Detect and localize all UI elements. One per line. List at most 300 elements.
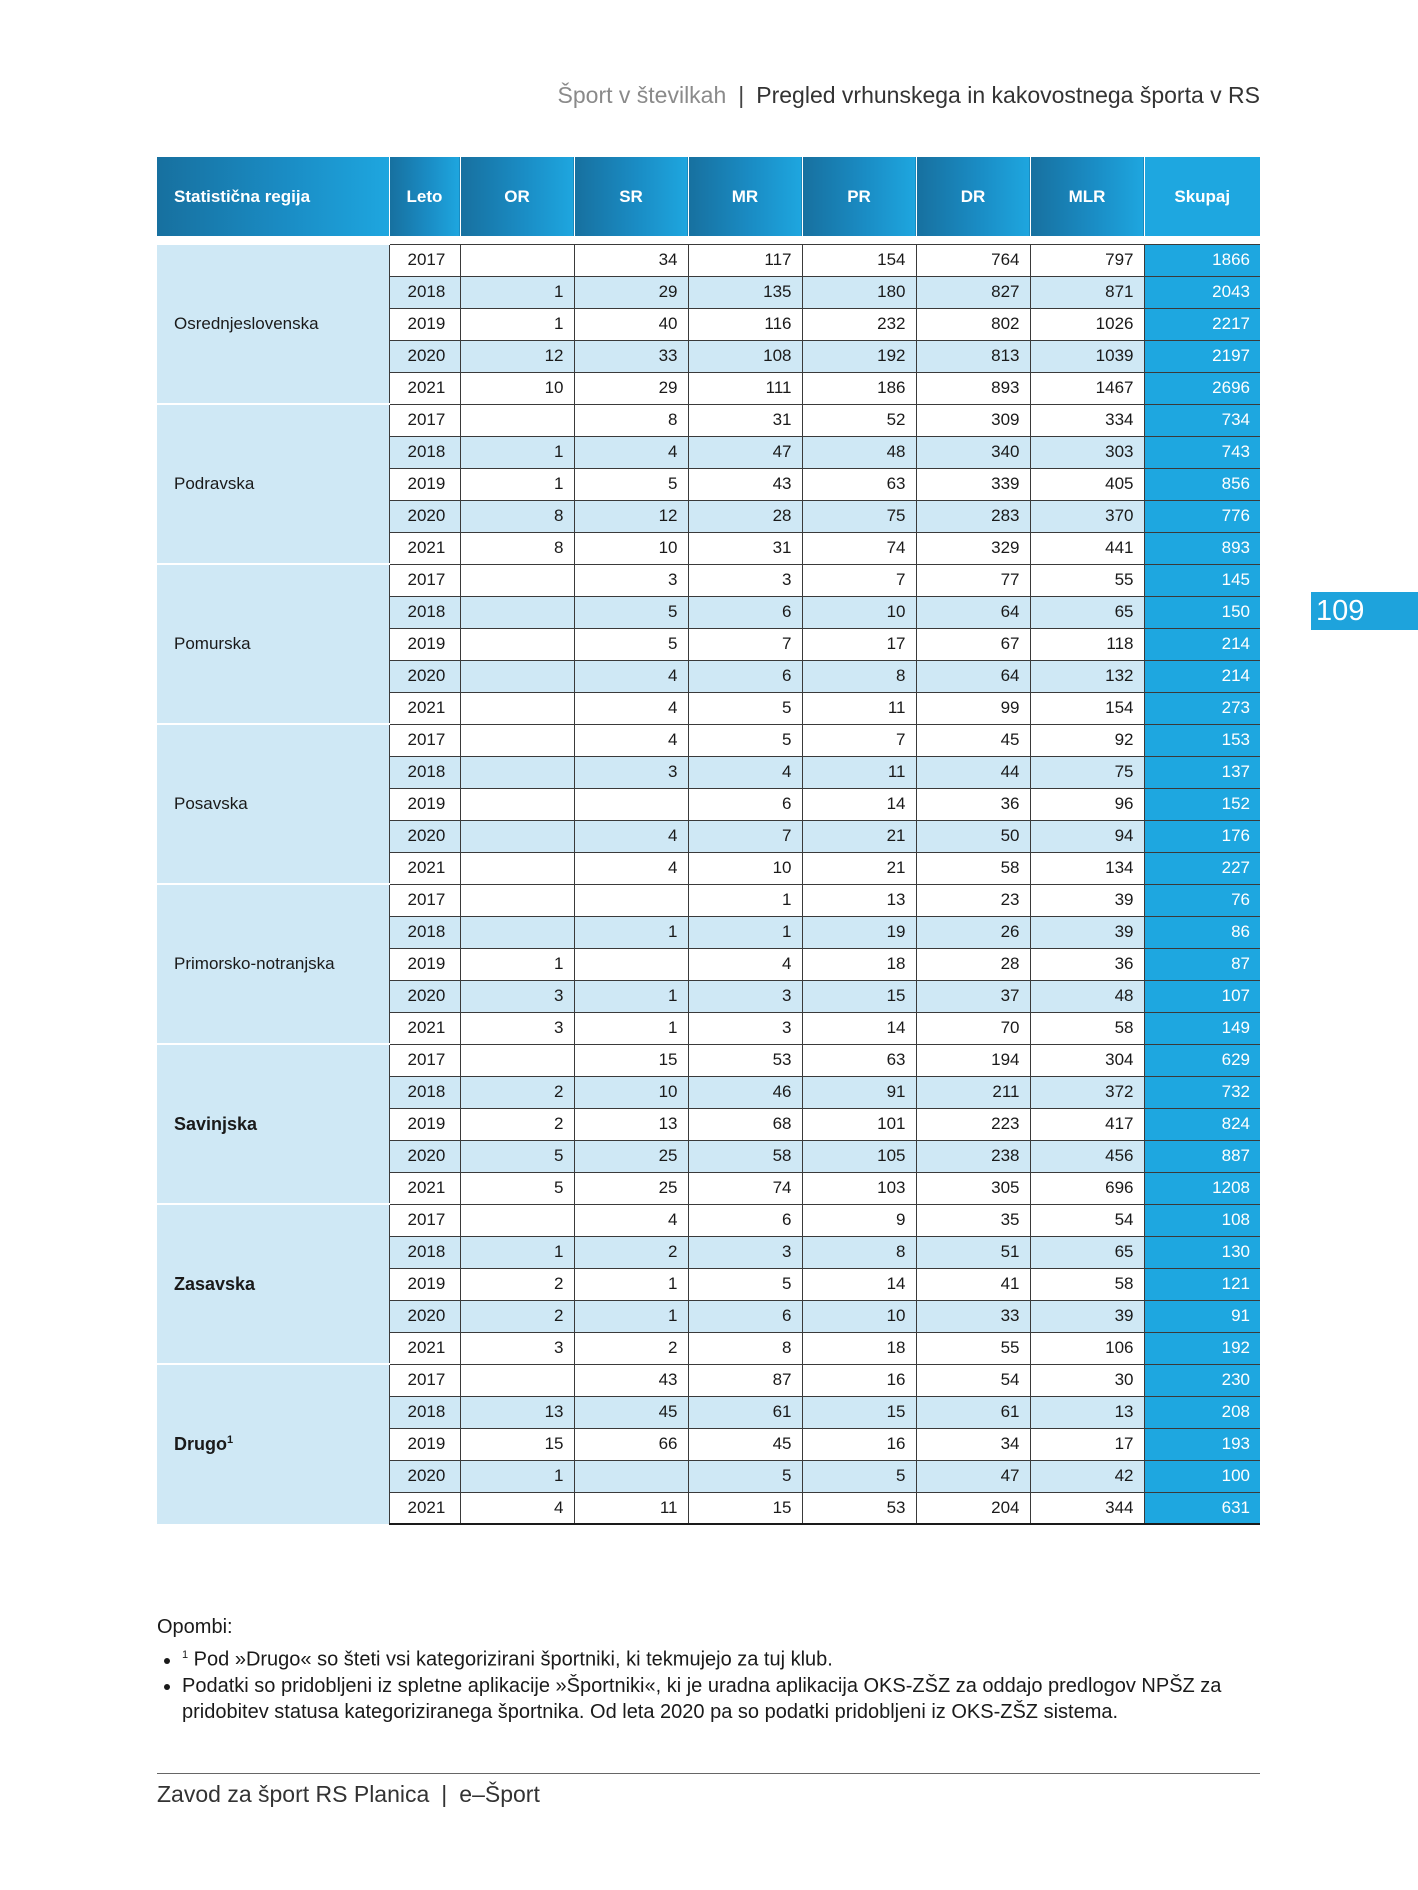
note-text: Podatki so pridobljeni iz spletne aplikacije »Športniki«, ki je uradna aplikacija OKS-ZŠZ za oddajo predlogov NPŠZ za pridobitev statusa kategoriziranega športnika. Od leta 2020 pa so podatki pridobljeni iz OKS-ZŠZ sistema. [182, 1674, 1222, 1723]
value-cell: 17 [802, 628, 916, 660]
value-cell: 94 [1030, 820, 1144, 852]
value-cell: 417 [1030, 1108, 1144, 1140]
value-cell: 74 [688, 1172, 802, 1204]
year-cell: 2021 [389, 852, 460, 884]
total-cell: 192 [1144, 1332, 1260, 1364]
year-cell: 2019 [389, 788, 460, 820]
value-cell: 33 [574, 340, 688, 372]
region-name: Primorsko-notranjska [174, 954, 335, 973]
value-cell: 96 [1030, 788, 1144, 820]
value-cell: 108 [688, 340, 802, 372]
value-cell: 2 [460, 1268, 574, 1300]
total-cell: 149 [1144, 1012, 1260, 1044]
value-cell: 8 [802, 660, 916, 692]
value-cell: 7 [802, 564, 916, 596]
year-cell: 2020 [389, 340, 460, 372]
footer-separator: | [441, 1781, 448, 1807]
value-cell: 13 [574, 1108, 688, 1140]
value-cell: 5 [688, 724, 802, 756]
value-cell: 6 [688, 1204, 802, 1236]
value-cell: 8 [574, 404, 688, 436]
value-cell: 92 [1030, 724, 1144, 756]
total-cell: 734 [1144, 404, 1260, 436]
value-cell: 3 [688, 1012, 802, 1044]
value-cell: 893 [916, 372, 1030, 404]
regional-statistics-table [157, 157, 1260, 1525]
value-cell: 4 [574, 660, 688, 692]
value-cell: 304 [1030, 1044, 1144, 1076]
value-cell: 4 [574, 724, 688, 756]
value-cell: 696 [1030, 1172, 1144, 1204]
value-cell: 16 [802, 1364, 916, 1396]
value-cell: 55 [916, 1332, 1030, 1364]
value-cell: 2 [460, 1076, 574, 1108]
year-cell: 2020 [389, 820, 460, 852]
notes-title: Opombi: [157, 1616, 233, 1638]
value-cell: 1 [460, 1460, 574, 1492]
value-cell: 50 [916, 820, 1030, 852]
value-cell: 9 [802, 1204, 916, 1236]
value-cell: 45 [916, 724, 1030, 756]
table-row [157, 1204, 1260, 1236]
value-cell: 64 [916, 660, 1030, 692]
value-cell: 5 [460, 1172, 574, 1204]
value-cell: 1 [460, 276, 574, 308]
year-cell: 2018 [389, 1076, 460, 1108]
value-cell: 4 [688, 948, 802, 980]
value-cell: 52 [802, 404, 916, 436]
table-row [157, 1044, 1260, 1076]
value-cell: 10 [802, 596, 916, 628]
value-cell: 106 [1030, 1332, 1144, 1364]
footnote-marker: 1 [227, 1433, 234, 1446]
value-cell: 63 [802, 1044, 916, 1076]
footer-publication: e–Šport [459, 1781, 540, 1807]
total-cell: 856 [1144, 468, 1260, 500]
notes-section [157, 1614, 1267, 1725]
table-row [157, 1364, 1260, 1396]
year-cell: 2018 [389, 436, 460, 468]
value-cell: 3 [460, 1012, 574, 1044]
value-cell: 13 [802, 884, 916, 916]
value-cell: 58 [1030, 1012, 1144, 1044]
value-cell: 117 [688, 244, 802, 276]
value-cell [574, 1460, 688, 1492]
value-cell: 4 [574, 820, 688, 852]
value-cell: 329 [916, 532, 1030, 564]
value-cell: 813 [916, 340, 1030, 372]
value-cell: 211 [916, 1076, 1030, 1108]
value-cell: 2 [460, 1108, 574, 1140]
value-cell: 309 [916, 404, 1030, 436]
column-header: MLR [1030, 157, 1144, 236]
value-cell: 11 [574, 1492, 688, 1524]
value-cell: 48 [802, 436, 916, 468]
value-cell: 58 [916, 852, 1030, 884]
value-cell [574, 884, 688, 916]
value-cell: 54 [1030, 1204, 1144, 1236]
value-cell: 14 [802, 788, 916, 820]
value-cell: 4 [574, 852, 688, 884]
value-cell: 372 [1030, 1076, 1144, 1108]
year-cell: 2021 [389, 1012, 460, 1044]
total-cell: 824 [1144, 1108, 1260, 1140]
value-cell: 14 [802, 1012, 916, 1044]
total-cell: 193 [1144, 1428, 1260, 1460]
total-cell: 1866 [1144, 244, 1260, 276]
year-cell: 2017 [389, 884, 460, 916]
value-cell: 4 [574, 436, 688, 468]
value-cell [460, 724, 574, 756]
value-cell [460, 820, 574, 852]
region-cell [157, 1364, 389, 1524]
value-cell: 1 [574, 916, 688, 948]
column-header: Skupaj [1144, 157, 1260, 236]
value-cell: 135 [688, 276, 802, 308]
value-cell: 405 [1030, 468, 1144, 500]
table-row [157, 404, 1260, 436]
value-cell [460, 660, 574, 692]
value-cell: 12 [460, 340, 574, 372]
region-cell [157, 724, 389, 884]
value-cell: 30 [1030, 1364, 1144, 1396]
value-cell: 101 [802, 1108, 916, 1140]
value-cell: 8 [802, 1236, 916, 1268]
total-cell: 76 [1144, 884, 1260, 916]
value-cell: 116 [688, 308, 802, 340]
year-cell: 2019 [389, 1268, 460, 1300]
value-cell: 441 [1030, 532, 1144, 564]
value-cell: 45 [574, 1396, 688, 1428]
value-cell [460, 1364, 574, 1396]
table-header-row [157, 157, 1260, 236]
value-cell: 2 [574, 1332, 688, 1364]
year-cell: 2020 [389, 500, 460, 532]
value-cell: 41 [916, 1268, 1030, 1300]
year-cell: 2018 [389, 1236, 460, 1268]
value-cell: 70 [916, 1012, 1030, 1044]
total-cell: 776 [1144, 500, 1260, 532]
value-cell: 6 [688, 596, 802, 628]
region-cell [157, 564, 389, 724]
value-cell: 118 [1030, 628, 1144, 660]
value-cell: 802 [916, 308, 1030, 340]
value-cell: 47 [688, 436, 802, 468]
running-header [558, 82, 1260, 109]
value-cell: 6 [688, 788, 802, 820]
value-cell: 68 [688, 1108, 802, 1140]
value-cell: 15 [802, 980, 916, 1012]
value-cell [460, 884, 574, 916]
column-header: Statistična regija [157, 157, 389, 236]
table-row [157, 884, 1260, 916]
value-cell: 5 [688, 1268, 802, 1300]
note-text: Pod »Drugo« so šteti vsi kategorizirani športniki, ki tekmujejo za tuj klub. [188, 1648, 833, 1671]
year-cell: 2021 [389, 692, 460, 724]
region-name: Zasavska [174, 1273, 256, 1294]
value-cell: 66 [574, 1428, 688, 1460]
footnote-marker: 1 [182, 1649, 189, 1661]
value-cell: 764 [916, 244, 1030, 276]
value-cell: 10 [574, 532, 688, 564]
value-cell: 1 [688, 916, 802, 948]
header-separator: | [738, 82, 745, 108]
value-cell: 1 [688, 884, 802, 916]
value-cell: 28 [916, 948, 1030, 980]
value-cell: 28 [688, 500, 802, 532]
value-cell: 43 [574, 1364, 688, 1396]
year-cell: 2018 [389, 1396, 460, 1428]
value-cell: 6 [688, 1300, 802, 1332]
value-cell [460, 596, 574, 628]
year-cell: 2020 [389, 1460, 460, 1492]
total-cell: 87 [1144, 948, 1260, 980]
value-cell: 3 [688, 1236, 802, 1268]
value-cell: 340 [916, 436, 1030, 468]
value-cell: 339 [916, 468, 1030, 500]
value-cell: 29 [574, 276, 688, 308]
total-cell: 629 [1144, 1044, 1260, 1076]
value-cell: 48 [1030, 980, 1144, 1012]
footer-publisher: Zavod za šport RS Planica [157, 1781, 430, 1807]
value-cell: 39 [1030, 884, 1144, 916]
year-cell: 2018 [389, 756, 460, 788]
value-cell: 8 [688, 1332, 802, 1364]
column-header: SR [574, 157, 688, 236]
value-cell: 5 [688, 692, 802, 724]
value-cell [460, 404, 574, 436]
year-cell: 2019 [389, 1428, 460, 1460]
value-cell: 186 [802, 372, 916, 404]
value-cell: 192 [802, 340, 916, 372]
value-cell: 21 [802, 852, 916, 884]
value-cell: 238 [916, 1140, 1030, 1172]
region-name: Drugo [174, 1433, 227, 1454]
region-cell [157, 1204, 389, 1364]
year-cell: 2019 [389, 308, 460, 340]
value-cell: 87 [688, 1364, 802, 1396]
year-cell: 2019 [389, 468, 460, 500]
column-header: PR [802, 157, 916, 236]
value-cell: 194 [916, 1044, 1030, 1076]
value-cell: 1 [574, 980, 688, 1012]
total-cell: 732 [1144, 1076, 1260, 1108]
total-cell: 2197 [1144, 340, 1260, 372]
value-cell: 99 [916, 692, 1030, 724]
total-cell: 107 [1144, 980, 1260, 1012]
value-cell: 42 [1030, 1460, 1144, 1492]
value-cell: 46 [688, 1076, 802, 1108]
value-cell: 1 [574, 1012, 688, 1044]
column-header: Leto [389, 157, 460, 236]
value-cell: 283 [916, 500, 1030, 532]
value-cell: 1 [460, 948, 574, 980]
region-name: Savinjska [174, 1113, 258, 1134]
region-cell [157, 884, 389, 1044]
value-cell: 39 [1030, 916, 1144, 948]
value-cell: 13 [1030, 1396, 1144, 1428]
value-cell [460, 564, 574, 596]
year-cell: 2020 [389, 1300, 460, 1332]
value-cell: 103 [802, 1172, 916, 1204]
total-cell: 176 [1144, 820, 1260, 852]
total-cell: 230 [1144, 1364, 1260, 1396]
value-cell: 15 [460, 1428, 574, 1460]
value-cell: 67 [916, 628, 1030, 660]
total-cell: 130 [1144, 1236, 1260, 1268]
region-name: Osrednjeslovenska [174, 314, 319, 333]
value-cell: 11 [802, 756, 916, 788]
value-cell: 16 [802, 1428, 916, 1460]
value-cell: 204 [916, 1492, 1030, 1524]
year-cell: 2021 [389, 1332, 460, 1364]
value-cell: 154 [802, 244, 916, 276]
value-cell: 18 [802, 1332, 916, 1364]
value-cell: 305 [916, 1172, 1030, 1204]
value-cell: 180 [802, 276, 916, 308]
value-cell: 43 [688, 468, 802, 500]
year-cell: 2021 [389, 1492, 460, 1524]
year-cell: 2021 [389, 532, 460, 564]
value-cell: 8 [460, 532, 574, 564]
value-cell: 25 [574, 1140, 688, 1172]
total-cell: 137 [1144, 756, 1260, 788]
table-row [157, 564, 1260, 596]
total-cell: 100 [1144, 1460, 1260, 1492]
value-cell: 7 [688, 820, 802, 852]
value-cell: 61 [916, 1396, 1030, 1428]
year-cell: 2018 [389, 596, 460, 628]
value-cell: 6 [688, 660, 802, 692]
value-cell: 14 [802, 1268, 916, 1300]
total-cell: 145 [1144, 564, 1260, 596]
value-cell: 34 [916, 1428, 1030, 1460]
page-number-tab: 109 [1311, 592, 1418, 630]
value-cell: 54 [916, 1364, 1030, 1396]
footer-divider [157, 1773, 1260, 1774]
value-cell: 33 [916, 1300, 1030, 1332]
year-cell: 2019 [389, 1108, 460, 1140]
running-footer [157, 1781, 540, 1808]
table-body [157, 244, 1260, 1524]
value-cell: 2 [460, 1300, 574, 1332]
year-cell: 2020 [389, 660, 460, 692]
value-cell: 1 [460, 308, 574, 340]
year-cell: 2018 [389, 916, 460, 948]
value-cell: 45 [688, 1428, 802, 1460]
value-cell: 55 [1030, 564, 1144, 596]
column-header: DR [916, 157, 1030, 236]
total-cell: 214 [1144, 628, 1260, 660]
year-cell: 2017 [389, 1204, 460, 1236]
value-cell: 31 [688, 404, 802, 436]
value-cell: 74 [802, 532, 916, 564]
value-cell: 5 [574, 596, 688, 628]
value-cell: 1 [460, 468, 574, 500]
value-cell: 4 [688, 756, 802, 788]
value-cell: 3 [574, 756, 688, 788]
year-cell: 2017 [389, 564, 460, 596]
total-cell: 208 [1144, 1396, 1260, 1428]
table-row [157, 244, 1260, 276]
value-cell: 3 [460, 980, 574, 1012]
value-cell: 77 [916, 564, 1030, 596]
total-cell: 743 [1144, 436, 1260, 468]
value-cell: 65 [1030, 1236, 1144, 1268]
value-cell: 40 [574, 308, 688, 340]
value-cell [460, 852, 574, 884]
value-cell: 871 [1030, 276, 1144, 308]
table-row [157, 724, 1260, 756]
region-cell [157, 244, 389, 404]
value-cell [460, 692, 574, 724]
value-cell: 17 [1030, 1428, 1144, 1460]
value-cell: 5 [688, 1460, 802, 1492]
value-cell: 63 [802, 468, 916, 500]
value-cell: 61 [688, 1396, 802, 1428]
value-cell: 23 [916, 884, 1030, 916]
value-cell: 154 [1030, 692, 1144, 724]
value-cell: 5 [802, 1460, 916, 1492]
value-cell: 344 [1030, 1492, 1144, 1524]
total-cell: 893 [1144, 532, 1260, 564]
notes-list [157, 1642, 1267, 1725]
value-cell: 3 [460, 1332, 574, 1364]
value-cell: 105 [802, 1140, 916, 1172]
value-cell: 18 [802, 948, 916, 980]
total-cell: 2217 [1144, 308, 1260, 340]
value-cell [460, 1044, 574, 1076]
value-cell: 44 [916, 756, 1030, 788]
year-cell: 2017 [389, 724, 460, 756]
value-cell: 1467 [1030, 372, 1144, 404]
region-name: Podravska [174, 474, 255, 493]
value-cell: 827 [916, 276, 1030, 308]
value-cell [460, 244, 574, 276]
value-cell [460, 788, 574, 820]
value-cell [460, 756, 574, 788]
value-cell: 51 [916, 1236, 1030, 1268]
value-cell: 1 [574, 1300, 688, 1332]
total-cell: 273 [1144, 692, 1260, 724]
value-cell [460, 628, 574, 660]
value-cell: 36 [1030, 948, 1144, 980]
year-cell: 2019 [389, 628, 460, 660]
value-cell: 1 [460, 436, 574, 468]
value-cell: 39 [1030, 1300, 1144, 1332]
header-section-title: Šport v številkah [557, 82, 727, 108]
year-cell: 2019 [389, 948, 460, 980]
total-cell: 887 [1144, 1140, 1260, 1172]
value-cell: 10 [688, 852, 802, 884]
value-cell [460, 916, 574, 948]
column-header: MR [688, 157, 802, 236]
value-cell: 223 [916, 1108, 1030, 1140]
region-cell [157, 404, 389, 564]
value-cell: 3 [688, 564, 802, 596]
value-cell: 5 [574, 628, 688, 660]
value-cell: 36 [916, 788, 1030, 820]
total-cell: 108 [1144, 1204, 1260, 1236]
region-name: Pomurska [174, 634, 251, 653]
year-cell: 2021 [389, 1172, 460, 1204]
value-cell [574, 948, 688, 980]
year-cell: 2017 [389, 404, 460, 436]
value-cell: 53 [688, 1044, 802, 1076]
value-cell: 370 [1030, 500, 1144, 532]
region-name: Posavska [174, 794, 248, 813]
value-cell: 91 [802, 1076, 916, 1108]
